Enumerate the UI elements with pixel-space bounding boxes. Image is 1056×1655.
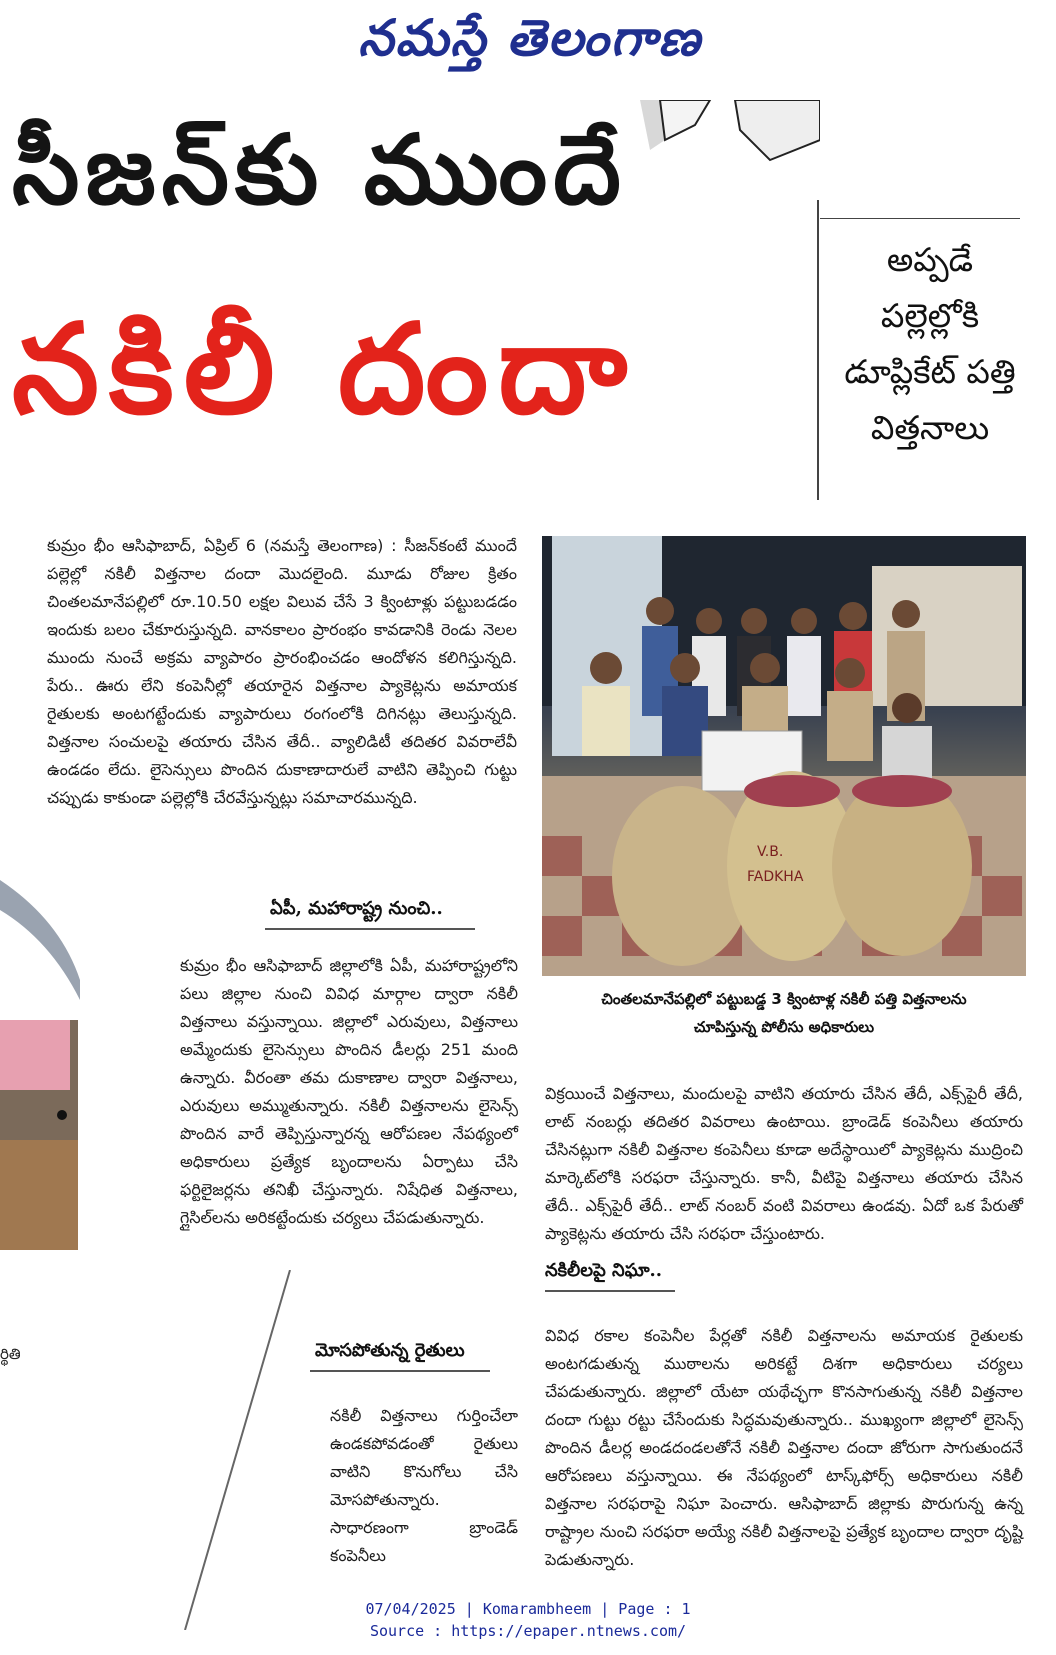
article-col2: కుమ్రం భీం ఆసిఫాబాద్ జిల్లాలోకి ఏపీ, మహారాష్ట్రలోని పలు జిల్లాల నుంచి వివిధ మార్గాల ద్వారా నకిలీ విత్తనాలు వస్తున్నాయి. జిల్లాలో ఎరువులు, విత్తనాలు అమ్మేందుకు లైసెన్సులు పొందిన డీలర్లు 251 మంది ఉన్నారు. వీరంతా తమ దుకాణాల ద్వారా విత్తనాలు, ఎరువులు అమ్ముతున్నారు. నకిలీ విత్తనాలను లైసెన్స్ పొందిన వారే తెప్పిస్తున్నారన్న ఆరోపణల నేపథ్యంలో అధికారులు ప్రత్యేక బృందాలను ఏర్పాటు చేసి ఫర్టిలైజర్లను తనిఖీ చేస్తున్నారు. నిషేధిత విత్తనాలు, గ్లైసిల్‌లను అరికట్టేందుకు చర్యలు చేపడుతున్నారు. [180, 956, 518, 1227]
news-photo [542, 536, 1026, 976]
photo-illustration [542, 536, 1026, 976]
footer-date-page: 07/04/2025 | Komarambheem | Page : 1 [365, 1600, 691, 1618]
deck-line: డూప్లికేట్ పత్తి [844, 352, 1016, 391]
subhead-surveillance: నకిలీలపై నిఘా.. [545, 1260, 663, 1281]
headline-line2: నకిలీ దందా [12, 298, 638, 442]
bag-label: FADKHA [747, 869, 804, 885]
subhead-rule [310, 1370, 490, 1372]
page-footer [0, 1598, 1056, 1642]
deck-line: అప్పడే [886, 240, 974, 279]
subhead-rule [265, 928, 475, 930]
article-lead: కుమ్రం భీం ఆసిఫాబాద్, ఏప్రిల్ 6 (నమస్తే తెలంగాణ) : సీజన్‌కంటే ముందే పల్లెల్లో నకిలీ విత్తనాల దందా మొదలైంది. మూడు రోజుల క్రితం చింతలమానేపల్లిలో రూ.10.50 లక్షల విలువ చేసే 3 క్వింటాళ్లు పట్టుబడడం ఇందుకు బలం చేకూరుస్తున్నది. వానకాలం ప్రారంభం కావడానికి రెండు నెలల ముందు నుంచే అక్రమ వ్యాపారం ప్రారంభించడం ఆందోళన కలిగిస్తున్నది. పేరు.. ఊరు లేని కంపెనీల్లో తయారైన విత్తనాల ప్యాకెట్లను అమాయక రైతులకు అంటగట్టేందుకు వ్యాపారులు రంగంలోకి దిగినట్లు తెలుస్తున్నది. విత్తనాల సంచులపై తయారు చేసిన తేదీ.. వ్యాలిడిటీ తదితర వివరాలేవీ ఉండడం లేదు. లైసెన్సులు పొందిన దుకాణాదారులే వాటిని తెప్పించి గుట్టు చప్పుడు కాకుండా పల్లెల్లోకి చేరవేస్తున్నట్లు సమాచారమున్నది. [47, 536, 517, 807]
subhead-rule [545, 1290, 675, 1292]
deck-line: పల్లెల్లోకి [880, 296, 980, 335]
masthead-logo: నమస్తే తెలంగాణ [358, 8, 702, 67]
footer-source: Source : https://epaper.ntnews.com/ [369, 1622, 687, 1640]
deck-rule-vertical [817, 200, 819, 500]
article-col3: నకిలీ విత్తనాలు గుర్తించేలా ఉండకపోవడంతో రైతులు వాటిని కొనుగోలు చేసి మోసపోతున్నారు. సాధారణంగా బ్రాండెడ్ కంపెనీలు [330, 1406, 518, 1565]
subhead-farmers-cheated: మోసపోతున్న రైతులు [315, 1340, 465, 1361]
subhead-ap-maharashtra: ఏపీ, మహారాష్ట్ర నుంచి.. [270, 898, 443, 919]
headline-line1: సీజన్‌కు ముందే [12, 114, 627, 226]
diagonal-rule [175, 1270, 295, 1630]
deck [830, 232, 1030, 456]
deck-rule-horizontal [820, 218, 1020, 219]
left-edge-photo-fragment [0, 880, 80, 1360]
corner-illustration [640, 100, 820, 165]
cutoff-caption-fragment: ర్థితి [0, 1345, 21, 1363]
deck-line: విత్తనాలు [870, 408, 990, 447]
caption-line: చూపిస్తున్న పోలీసు అధికారులు [693, 1018, 875, 1036]
photo-caption [545, 985, 1023, 1041]
article-right2: వివిధ రకాల కంపెనీల పేర్లతో నకిలీ విత్తనాలను అమాయక రైతులకు అంటగడుతున్న ముఠాలను అరికట్టే దిశగా అధికారులు చర్యలు చేపడుతున్నారు. జిల్లాలో యేటా యథేచ్ఛగా కొనసాగుతున్న నకిలీ విత్తనాల దందా గుట్టు రట్టు చేసేందుకు సిద్ధమవుతున్నారు.. ముఖ్యంగా జిల్లాలో లైసెన్స్ పొందిన డీలర్ల అండదండలతోనే నకిలీ విత్తనాల దందా జోరుగా సాగుతుందనే ఆరోపణలు వస్తున్నాయి. ఈ నేపథ్యంలో టాస్క్‌ఫోర్స్ అధికారులు నకిలీ విత్తనాల సరఫరాపై నిఘా పెంచారు. ఆసిఫాబాద్ జిల్లాకు పొరుగున్న ఉన్న రాష్ట్రాల నుంచి సరఫరా అయ్యే నకిలీ విత్తనాలపై ప్రత్యేక బృందాల ద్వారా దృష్టి పెడుతున్నారు. [545, 1326, 1023, 1569]
bag-label: V.B. [757, 844, 784, 860]
caption-line: చింతలమానేపల్లిలో పట్టుబడ్డ 3 క్వింటాళ్ల నకిలీ పత్తి విత్తనాలను [601, 990, 967, 1008]
article-right1: విక్రయించే విత్తనాలు, మందులపై వాటిని తయారు చేసిన తేదీ, ఎక్స్‌పైరీ తేదీ, లాట్ నంబర్లు తదితర వివరాలు ఉంటాయి. బ్రాండెడ్ కంపెనీలు తయారు చేసినట్లుగా నకిలీ విత్తనాల కంపెనీలు కూడా అదేస్థాయిలో ప్యాకెట్లను ముద్రించి మార్కెట్‌లోకి సరఫరా చేస్తున్నారు. కానీ, వీటిపై విత్తనాలు తయారు చేసిన తేదీ.. ఎక్స్‌పైరీ తేదీ.. లాట్ నంబర్ వంటి వివరాలు ఉండవు. ఏదో ఒక పేరుతో ప్యాకెట్లను తయారు చేసి సరఫరా చేస్తుంటారు. [545, 1084, 1023, 1243]
